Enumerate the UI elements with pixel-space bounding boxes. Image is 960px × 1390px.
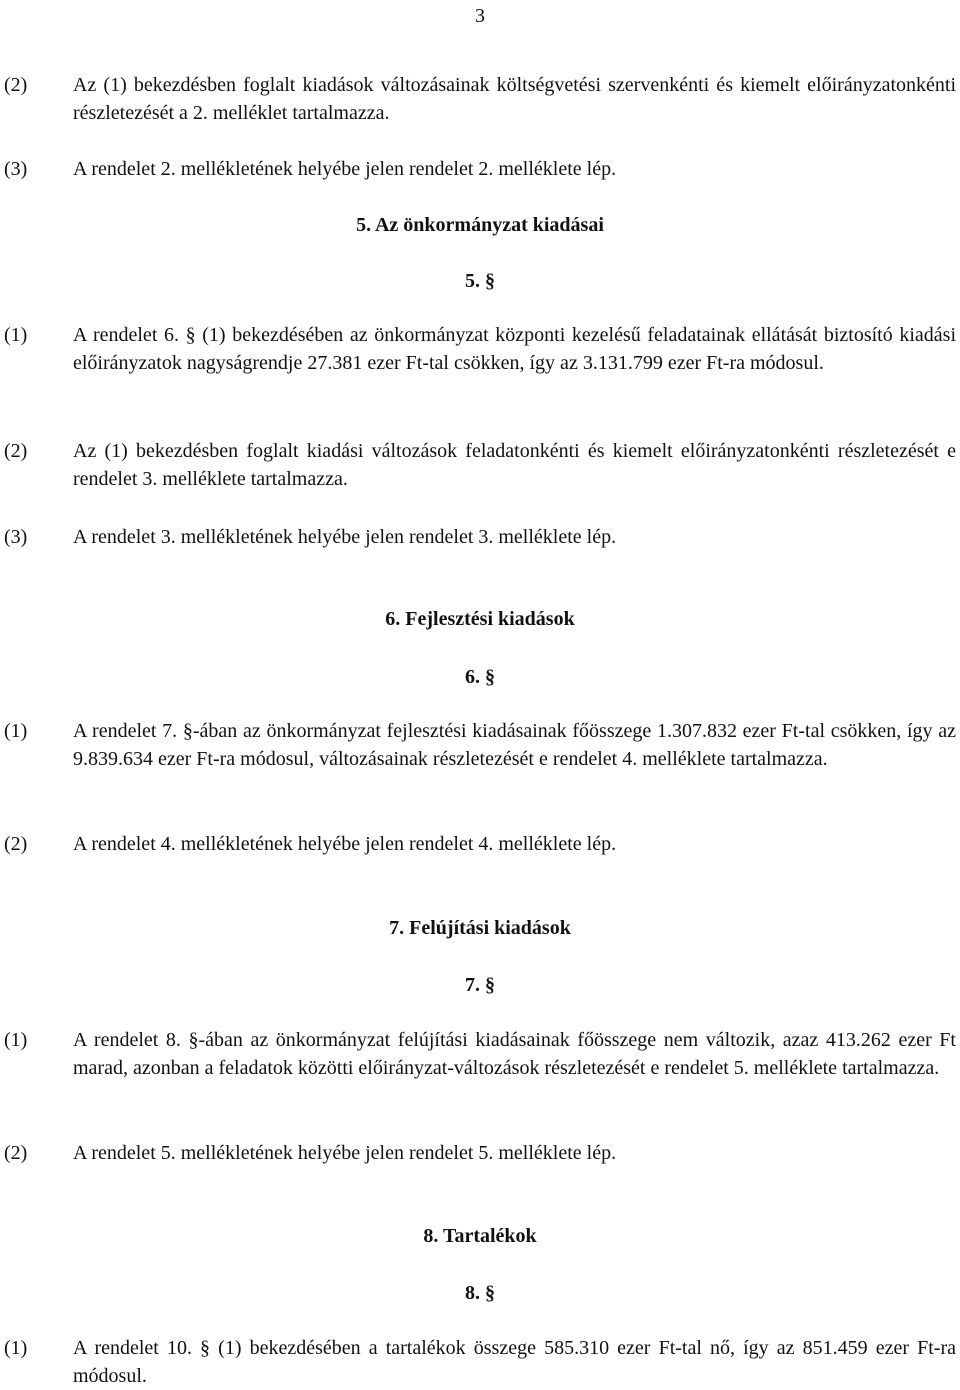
paragraph-number: (1): [4, 720, 28, 742]
paragraph-number: (2): [4, 833, 28, 855]
paragraph-text: Az (1) bekezdésben foglalt kiadások változásainak költségvetési szervenkénti és kiemelt előirányzatonkénti részletezését a 2. melléklet tartalmazza.: [73, 74, 956, 124]
section-heading: 7. §: [465, 974, 495, 996]
paragraph-text: Az (1) bekezdésben foglalt kiadási változások feladatonkénti és kiemelt előirányzatonkénti részletezését e rendelet 3. melléklete tartalmazza.: [73, 440, 956, 490]
paragraph: [0, 523, 960, 551]
paragraph-number: (3): [4, 526, 28, 548]
section-heading: 6. §: [465, 666, 495, 688]
paragraph-number: (2): [4, 74, 28, 96]
page-number: 3: [475, 5, 485, 27]
paragraph-number: (2): [4, 440, 28, 462]
paragraph-text: A rendelet 2. mellékletének helyébe jelen rendelet 2. melléklete lép.: [73, 158, 617, 180]
paragraph-number: (3): [4, 158, 28, 180]
section-heading: 5. §: [465, 270, 495, 292]
paragraph: [0, 830, 960, 858]
paragraph: [0, 1334, 960, 1390]
paragraph: [0, 321, 960, 377]
paragraph: [0, 717, 960, 773]
paragraph-number: (2): [4, 1142, 28, 1164]
paragraph: [0, 437, 960, 493]
chapter-heading: 5. Az önkormányzat kiadásai: [356, 214, 604, 236]
paragraph-text: A rendelet 8. §-ában az önkormányzat felújítási kiadásainak főösszege nem változik, azaz 413.262 ezer Ft marad, azonban a feladatok közötti előirányzat-változások részletezését e rendelet 5. melléklete tartalmazza.: [73, 1029, 956, 1079]
paragraph-number: (1): [4, 1337, 28, 1359]
paragraph-text: A rendelet 10. § (1) bekezdésében a tartalékok összege 585.310 ezer Ft-tal nő, így az 851.459 ezer Ft-ra módosul.: [73, 1337, 956, 1387]
paragraph: [0, 71, 960, 127]
section-heading: 8. §: [465, 1282, 495, 1304]
chapter-heading: 7. Felújítási kiadások: [389, 917, 571, 939]
chapter-heading: 8. Tartalékok: [423, 1225, 537, 1247]
paragraph: [0, 1026, 960, 1082]
paragraph-text: A rendelet 7. §-ában az önkormányzat fejlesztési kiadásainak főösszege 1.307.832 ezer Ft-tal csökken, így az 9.839.634 ezer Ft-ra módosul, változásainak részletezését e rendelet 4. melléklete tartalmazza.: [73, 720, 956, 770]
paragraph: [0, 1139, 960, 1167]
chapter-heading: 6. Fejlesztési kiadások: [385, 608, 575, 630]
paragraph-text: A rendelet 6. § (1) bekezdésében az önkormányzat központi kezelésű feladatainak ellátását biztosító kiadási előirányzatok nagyságrendje 27.381 ezer Ft-tal csökken, így az 3.131.799 ezer Ft-ra módosul.: [73, 324, 956, 374]
paragraph-number: (1): [4, 1029, 28, 1051]
paragraph: [0, 155, 960, 183]
paragraph-text: A rendelet 4. mellékletének helyébe jelen rendelet 4. melléklete lép.: [73, 833, 617, 855]
paragraph-text: A rendelet 3. mellékletének helyébe jelen rendelet 3. melléklete lép.: [73, 526, 617, 548]
paragraph-text: A rendelet 5. mellékletének helyébe jelen rendelet 5. melléklete lép.: [73, 1142, 617, 1164]
paragraph-number: (1): [4, 324, 28, 346]
